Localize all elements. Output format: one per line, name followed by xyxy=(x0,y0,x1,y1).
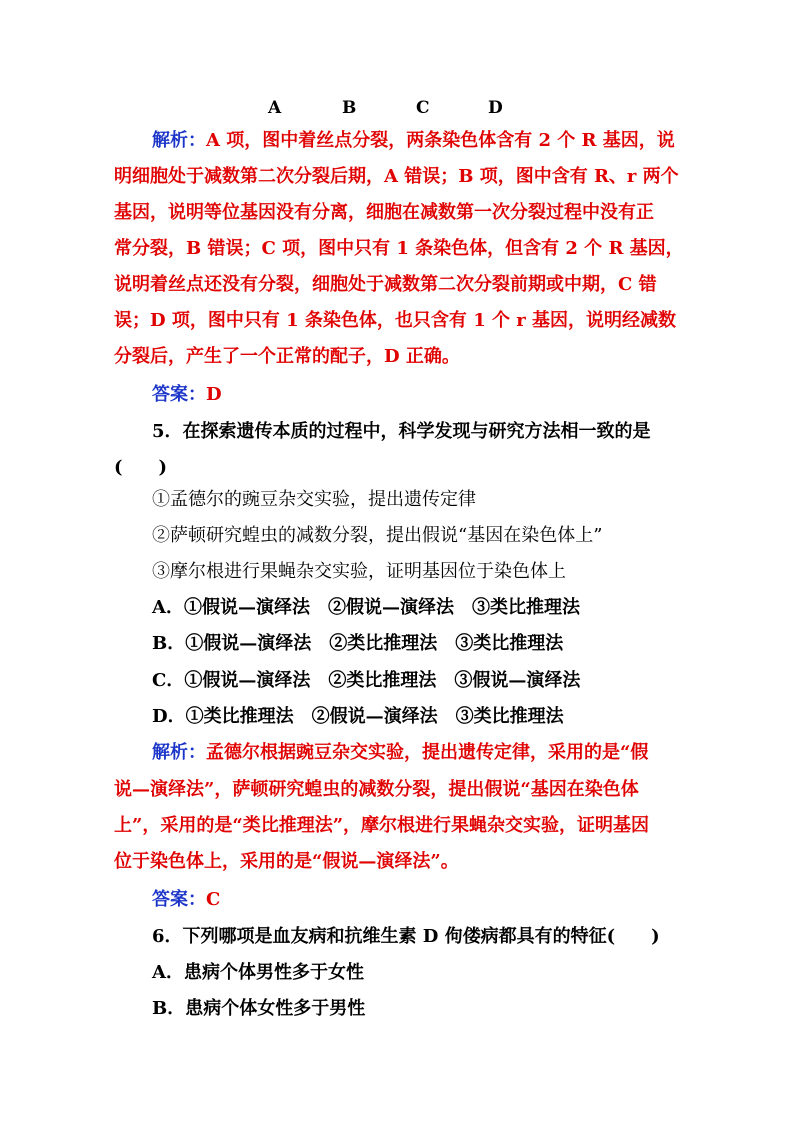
q4-analysis-line-1 xyxy=(152,129,675,153)
q4-analysis-text-1: A 项，图中着丝点分裂，两条染色体含有 2 个 R 基因，说 xyxy=(206,130,675,151)
q5-analysis-text-1: 孟德尔根据豌豆杂交实验，提出遗传定律，采用的是“假 xyxy=(206,742,649,763)
q5-analysis-line-2: 说—演绎法”，萨顿研究蝗虫的减数分裂，提出假说“基因在染色体 xyxy=(114,779,639,800)
q5-answer-label: 答案： xyxy=(152,889,206,910)
q5-analysis-label: 解析： xyxy=(152,742,206,763)
figure-label-d: D xyxy=(488,98,503,118)
q4-analysis-line-5: 说明着丝点还没有分裂，细胞处于减数第二次分裂前期或中期，C 错 xyxy=(114,274,657,295)
q4-analysis-line-6: 误；D 项，图中只有 1 条染色体，也只含有 1 个 r 基因，说明经减数 xyxy=(114,310,677,331)
q5-answer-value: C xyxy=(206,889,221,910)
q5-answer xyxy=(152,888,220,912)
q5-option-c: C．①假说—演绎法 ②类比推理法 ③假说—演绎法 xyxy=(152,670,581,691)
q4-analysis-label: 解析： xyxy=(152,130,206,151)
q5-stem-line-1: 5．在探索遗传本质的过程中，科学发现与研究方法相一致的是 xyxy=(152,421,651,442)
q5-analysis-line-4: 位于染色体上，采用的是“假说—演绎法”。 xyxy=(114,851,459,872)
q4-analysis-line-7: 分裂后，产生了一个正常的配子，D 正确。 xyxy=(114,346,460,367)
q5-analysis-line-3: 上”，采用的是“类比推理法”，摩尔根进行果蝇杂交实验，证明基因 xyxy=(114,815,650,836)
q6-stem: 6．下列哪项是血友病和抗维生素 D 佝偻病都具有的特征( ) xyxy=(152,926,660,947)
q4-analysis-line-4: 常分裂，B 错误；C 项，图中只有 1 条染色体，但含有 2 个 R 基因， xyxy=(114,238,684,259)
q5-analysis-line-1 xyxy=(152,741,648,765)
q4-answer-label: 答案： xyxy=(152,384,206,405)
q4-answer-value: D xyxy=(206,384,222,405)
q5-item-3: ③摩尔根进行果蝇杂交实验，证明基因位于染色体上 xyxy=(152,561,566,582)
q5-option-b: B．①假说—演绎法 ②类比推理法 ③类比推理法 xyxy=(152,633,564,654)
figure-label-c: C xyxy=(416,98,430,118)
q6-option-a: A．患病个体男性多于女性 xyxy=(152,962,364,983)
q5-item-1: ①孟德尔的豌豆杂交实验，提出遗传定律 xyxy=(152,489,476,510)
figure-label-a: A xyxy=(268,98,282,118)
q4-analysis-line-2: 明细胞处于减数第二次分裂后期，A 错误；B 项，图中含有 R、r 两个 xyxy=(114,166,679,187)
q5-item-2: ②萨顿研究蝗虫的减数分裂，提出假说“基因在染色体上” xyxy=(152,525,603,546)
q6-option-b: B．患病个体女性多于男性 xyxy=(152,998,366,1019)
figure-label-b: B xyxy=(342,98,357,118)
q5-stem-line-2: ( ) xyxy=(114,457,168,478)
q5-option-d: D．①类比推理法 ②假说—演绎法 ③类比推理法 xyxy=(152,706,564,727)
q4-analysis-line-3: 基因，说明等位基因没有分离，细胞在减数第一次分裂过程中没有正 xyxy=(114,202,654,223)
q4-answer xyxy=(152,383,222,407)
q5-option-a: A．①假说—演绎法 ②假说—演绎法 ③类比推理法 xyxy=(152,597,580,618)
